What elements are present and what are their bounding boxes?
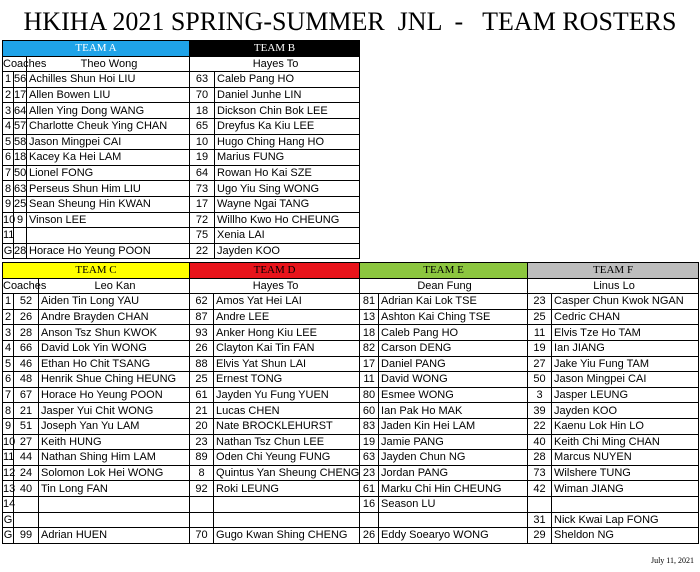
team-c-jersey-number: 99 xyxy=(14,528,39,544)
team-e-player-name: Carson DENG xyxy=(379,340,528,356)
row-index: 4 xyxy=(3,340,14,356)
team-b-player-name: Hugo Ching Hang HO xyxy=(215,134,360,150)
team-c-player-name: Solomon Lok Hei WONG xyxy=(39,465,190,481)
team-d-jersey-number: 20 xyxy=(190,418,214,434)
team-d-player-name: Nathan Tsz Chun LEE xyxy=(214,434,360,450)
team-d-player-name: Quintus Yan Sheung CHENG xyxy=(214,465,360,481)
team-c-jersey-number: 44 xyxy=(14,450,39,466)
team-e-jersey-number: 82 xyxy=(360,340,379,356)
team-f-jersey-number: 28 xyxy=(528,450,552,466)
team-f-jersey-number: 23 xyxy=(528,294,552,310)
team-f-player-name: Cedric CHAN xyxy=(552,309,699,325)
team-c-jersey-number: 40 xyxy=(14,481,39,497)
team-d-jersey-number: 89 xyxy=(190,450,214,466)
team-f-jersey-number: 19 xyxy=(528,340,552,356)
team-d-jersey-number: 25 xyxy=(190,372,214,388)
team-c-jersey-number: 67 xyxy=(14,387,39,403)
team-f-jersey-number: 39 xyxy=(528,403,552,419)
team-b-player-name: Wayne Ngai TANG xyxy=(215,196,360,212)
team-a-jersey-number: 64 xyxy=(14,104,27,117)
team-b-player-name: Willho Kwo Ho CHEUNG xyxy=(215,212,360,228)
table-row xyxy=(3,212,360,228)
row-index: 12 xyxy=(3,467,16,480)
team-d-player-name: Jayden Yu Fung YUEN xyxy=(214,387,360,403)
team-e-player-name: Ian Pak Ho MAK xyxy=(379,403,528,419)
coaches-row xyxy=(3,278,699,294)
team-a-player-name: Horace Ho Yeung POON xyxy=(27,243,190,259)
team-b-jersey-number: 72 xyxy=(190,212,215,228)
row-index: 5 xyxy=(3,356,14,372)
team-c-player-name xyxy=(39,496,190,512)
team-a-player-name: Perseus Shun Him LIU xyxy=(27,181,190,197)
team-f-player-name: Wiman JIANG xyxy=(552,481,699,497)
team-c-player-name: Ethan Ho Chit TSANG xyxy=(39,356,190,372)
team-c-player-name: Adrian HUEN xyxy=(39,528,190,544)
team-c-jersey-number: 26 xyxy=(14,309,39,325)
team-b-jersey-number: 70 xyxy=(190,87,215,103)
top-roster-table xyxy=(2,40,360,259)
team-b-jersey-number: 19 xyxy=(190,150,215,166)
team-b-jersey-number: 75 xyxy=(190,228,215,244)
table-row xyxy=(3,309,699,325)
team-e-jersey-number: 13 xyxy=(360,309,379,325)
team-e-player-name: Daniel PANG xyxy=(379,356,528,372)
team-d-player-name: Lucas CHEN xyxy=(214,403,360,419)
table-row xyxy=(3,228,360,244)
row-index: 8 xyxy=(3,181,14,197)
team-e-jersey-number: 23 xyxy=(360,465,379,481)
team-f-player-name: Sheldon NG xyxy=(552,528,699,544)
team-e-jersey-number xyxy=(360,512,379,528)
team-d-player-name: Amos Yat Hei LAI xyxy=(214,294,360,310)
table-row xyxy=(3,340,699,356)
team-a-header: TEAM A xyxy=(3,41,190,57)
team-c-jersey-number: 51 xyxy=(14,418,39,434)
team-b-header: TEAM B xyxy=(190,41,360,57)
team-e-jersey-number: 18 xyxy=(360,325,379,341)
team-d-jersey-number: 61 xyxy=(190,387,214,403)
team-a-jersey-number xyxy=(14,228,27,244)
team-e-player-name: Esmee WONG xyxy=(379,387,528,403)
team-f-player-name: Nick Kwai Lap FONG xyxy=(552,512,699,528)
row-index: 2 xyxy=(3,87,14,103)
team-b-player-name: Dickson Chin Bok LEE xyxy=(215,103,360,119)
row-index: 11 xyxy=(3,229,15,242)
team-b-jersey-number: 10 xyxy=(190,134,215,150)
team-c-jersey-number: 46 xyxy=(14,356,39,372)
team-c-player-name: Joseph Yan Yu LAM xyxy=(39,418,190,434)
team-header-row xyxy=(3,41,360,57)
team-c-jersey-number: 27 xyxy=(14,434,39,450)
team-c-player-name: David Lok Yin WONG xyxy=(39,340,190,356)
team-c-player-name: Keith HUNG xyxy=(39,434,190,450)
table-row xyxy=(3,134,360,150)
team-a-player-name: Achilles Shun Hoi LIU xyxy=(27,72,190,88)
team-d-jersey-number: 88 xyxy=(190,356,214,372)
team-c-header: TEAM C xyxy=(3,263,190,279)
team-c-player-name: Anson Tsz Shun KWOK xyxy=(39,325,190,341)
team-b-jersey-number: 65 xyxy=(190,118,215,134)
team-e-jersey-number: 19 xyxy=(360,434,379,450)
team-a-coach: Theo Wong xyxy=(27,56,190,72)
team-d-player-name xyxy=(214,512,360,528)
team-f-player-name: Ian JIANG xyxy=(552,340,699,356)
team-d-jersey-number: 62 xyxy=(190,294,214,310)
team-d-jersey-number xyxy=(190,512,214,528)
row-index: 5 xyxy=(3,134,14,150)
team-a-jersey-number: 18 xyxy=(14,151,27,164)
team-c-jersey-number xyxy=(14,512,39,528)
table-row xyxy=(3,118,360,134)
team-c-player-name: Andre Brayden CHAN xyxy=(39,309,190,325)
team-d-player-name: Nate BROCKLEHURST xyxy=(214,418,360,434)
team-e-jersey-number: 26 xyxy=(360,528,379,544)
team-f-player-name: Jake Yiu Fung TAM xyxy=(552,356,699,372)
team-f-jersey-number: 42 xyxy=(528,481,552,497)
team-f-player-name: Jasper LEUNG xyxy=(552,387,699,403)
table-row xyxy=(3,418,699,434)
team-c-jersey-number xyxy=(14,496,39,512)
team-a-jersey-number: 58 xyxy=(14,135,27,148)
team-f-player-name: Keith Chi Ming CHAN xyxy=(552,434,699,450)
team-d-player-name: Roki LEUNG xyxy=(214,481,360,497)
team-e-player-name: Ashton Kai Ching TSE xyxy=(379,309,528,325)
team-e-jersey-number: 17 xyxy=(360,356,379,372)
row-index: 8 xyxy=(3,403,14,419)
row-index: 14 xyxy=(3,498,16,511)
team-f-jersey-number: 25 xyxy=(528,309,552,325)
table-row xyxy=(3,165,360,181)
row-index: 10 xyxy=(3,435,16,448)
team-d-player-name: Oden Chi Yeung FUNG xyxy=(214,450,360,466)
team-a-player-name: Allen Bowen LIU xyxy=(27,87,190,103)
team-c-jersey-number: 48 xyxy=(14,372,39,388)
team-f-jersey-number: 29 xyxy=(528,528,552,544)
team-f-jersey-number: 73 xyxy=(528,465,552,481)
team-d-jersey-number: 87 xyxy=(190,309,214,325)
team-header-row xyxy=(3,263,699,279)
row-index: 10 xyxy=(3,213,16,226)
team-d-player-name: Ernest TONG xyxy=(214,372,360,388)
team-d-jersey-number: 26 xyxy=(190,340,214,356)
team-c-player-name: Tin Long FAN xyxy=(39,481,190,497)
team-b-player-name: Xenia LAI xyxy=(215,228,360,244)
team-f-jersey-number: 27 xyxy=(528,356,552,372)
team-f-header: TEAM F xyxy=(528,263,699,279)
team-b-jersey-number: 22 xyxy=(190,243,215,259)
row-index: 6 xyxy=(3,150,14,166)
team-d-jersey-number: 70 xyxy=(190,528,214,544)
team-e-player-name: Jaden Kin Hei LAM xyxy=(379,418,528,434)
table-row xyxy=(3,87,360,103)
team-a-jersey-number: 17 xyxy=(14,89,27,102)
team-e-jersey-number: 80 xyxy=(360,387,379,403)
table-row xyxy=(3,403,699,419)
team-f-jersey-number: 3 xyxy=(528,387,552,403)
team-a-jersey-number: 50 xyxy=(14,167,27,180)
team-d-player-name xyxy=(214,496,360,512)
table-row xyxy=(3,243,360,259)
row-index: 3 xyxy=(3,103,14,119)
table-row xyxy=(3,481,699,497)
table-row xyxy=(3,512,699,528)
row-index: 1 xyxy=(3,72,14,88)
team-d-jersey-number xyxy=(190,496,214,512)
team-e-player-name: Adrian Kai Lok TSE xyxy=(379,294,528,310)
team-d-coach: Hayes To xyxy=(190,278,360,294)
table-row xyxy=(3,387,699,403)
team-b-player-name: Dreyfus Ka Kiu LEE xyxy=(215,118,360,134)
team-f-jersey-number: 22 xyxy=(528,418,552,434)
team-e-player-name: Jayden Chun NG xyxy=(379,450,528,466)
team-b-player-name: Daniel Junhe LIN xyxy=(215,87,360,103)
row-index: 9 xyxy=(3,196,14,212)
team-a-player-name: Kacey Ka Hei LAM xyxy=(27,150,190,166)
table-row xyxy=(3,372,699,388)
team-b-jersey-number: 17 xyxy=(190,196,215,212)
row-index: G xyxy=(3,513,13,526)
coaches-label: Coaches xyxy=(3,279,47,292)
team-e-player-name xyxy=(379,512,528,528)
team-f-coach: Linus Lo xyxy=(528,278,699,294)
table-row xyxy=(3,72,360,88)
team-f-player-name: Elvis Tze Ho TAM xyxy=(552,325,699,341)
team-e-jersey-number: 83 xyxy=(360,418,379,434)
team-e-player-name: Season LU xyxy=(379,496,528,512)
team-f-player-name xyxy=(552,496,699,512)
team-c-jersey-number: 28 xyxy=(14,325,39,341)
team-c-player-name: Nathan Shing Him LAM xyxy=(39,450,190,466)
team-a-player-name: Sean Sheung Hin KWAN xyxy=(27,196,190,212)
table-row xyxy=(3,103,360,119)
team-d-player-name: Clayton Kai Tin FAN xyxy=(214,340,360,356)
team-c-player-name: Jasper Yui Chit WONG xyxy=(39,403,190,419)
row-index: G xyxy=(3,529,13,542)
table-row xyxy=(3,528,699,544)
team-b-jersey-number: 63 xyxy=(190,72,215,88)
table-row xyxy=(3,325,699,341)
team-f-jersey-number: 40 xyxy=(528,434,552,450)
team-b-jersey-number: 64 xyxy=(190,165,215,181)
team-d-player-name: Gugo Kwan Shing CHENG xyxy=(214,528,360,544)
team-b-jersey-number: 73 xyxy=(190,181,215,197)
table-row xyxy=(3,356,699,372)
team-e-header: TEAM E xyxy=(360,263,528,279)
coaches-row xyxy=(3,56,360,72)
team-d-jersey-number: 92 xyxy=(190,481,214,497)
table-row xyxy=(3,465,699,481)
team-d-player-name: Elvis Yat Shun LAI xyxy=(214,356,360,372)
team-c-coach: Leo Kan xyxy=(39,278,190,294)
row-index: 9 xyxy=(3,418,14,434)
team-f-jersey-number: 50 xyxy=(528,372,552,388)
team-f-jersey-number xyxy=(528,496,552,512)
row-index: 11 xyxy=(3,451,15,464)
team-a-player-name: Vinson LEE xyxy=(27,212,190,228)
team-e-jersey-number: 63 xyxy=(360,450,379,466)
team-a-player-name: Jason Mingpei CAI xyxy=(27,134,190,150)
team-f-jersey-number: 11 xyxy=(528,325,552,341)
team-a-player-name: Charlotte Cheuk Ying CHAN xyxy=(27,118,190,134)
team-b-player-name: Rowan Ho Kai SZE xyxy=(215,165,360,181)
team-c-jersey-number: 66 xyxy=(14,340,39,356)
page-title: HKIHA 2021 SPRING-SUMMER JNL - TEAM ROSTERS xyxy=(23,7,677,36)
team-e-player-name: Jamie PANG xyxy=(379,434,528,450)
team-e-jersey-number: 60 xyxy=(360,403,379,419)
team-d-jersey-number: 21 xyxy=(190,403,214,419)
team-b-coach: Hayes To xyxy=(190,56,360,72)
team-e-player-name: Caleb Pang HO xyxy=(379,325,528,341)
row-index: 6 xyxy=(3,372,14,388)
row-index: G xyxy=(3,245,13,258)
team-a-jersey-number: 9 xyxy=(14,212,27,228)
coaches-label: Coaches xyxy=(3,57,47,70)
team-e-jersey-number: 16 xyxy=(360,496,379,512)
row-index: 7 xyxy=(3,165,14,181)
row-index: 3 xyxy=(3,325,14,341)
team-b-player-name: Caleb Pang HO xyxy=(215,72,360,88)
team-f-player-name: Marcus NUYEN xyxy=(552,450,699,466)
table-row xyxy=(3,450,699,466)
team-f-player-name: Jason Mingpei CAI xyxy=(552,372,699,388)
team-c-jersey-number: 24 xyxy=(14,465,39,481)
team-a-jersey-number: 57 xyxy=(14,120,27,133)
table-row xyxy=(3,150,360,166)
team-c-player-name: Aiden Tin Long YAU xyxy=(39,294,190,310)
team-a-player-name xyxy=(27,228,190,244)
team-c-player-name xyxy=(39,512,190,528)
team-e-player-name: Marku Chi Hin CHEUNG xyxy=(379,481,528,497)
team-e-jersey-number: 61 xyxy=(360,481,379,497)
team-d-jersey-number: 8 xyxy=(190,465,214,481)
team-c-jersey-number: 52 xyxy=(14,294,39,310)
team-d-player-name: Anker Hong Kiu LEE xyxy=(214,325,360,341)
table-row xyxy=(3,181,360,197)
team-a-jersey-number: 25 xyxy=(14,198,27,211)
team-a-jersey-number: 28 xyxy=(14,245,27,258)
row-index: 13 xyxy=(3,482,16,495)
team-d-header: TEAM D xyxy=(190,263,360,279)
team-d-jersey-number: 93 xyxy=(190,325,214,341)
table-row xyxy=(3,434,699,450)
row-index: 7 xyxy=(3,387,14,403)
team-c-jersey-number: 21 xyxy=(14,403,39,419)
team-b-player-name: Ugo Yiu Sing WONG xyxy=(215,181,360,197)
team-e-coach: Dean Fung xyxy=(360,278,528,294)
table-row xyxy=(3,496,699,512)
team-c-player-name: Henrik Shue Ching HEUNG xyxy=(39,372,190,388)
team-a-jersey-number: 56 xyxy=(14,73,27,86)
team-a-jersey-number: 63 xyxy=(14,182,27,195)
table-row xyxy=(3,196,360,212)
team-c-player-name: Horace Ho Yeung POON xyxy=(39,387,190,403)
team-d-jersey-number: 23 xyxy=(190,434,214,450)
bottom-roster-table xyxy=(2,262,699,544)
team-f-player-name: Kaenu Lok Hin LO xyxy=(552,418,699,434)
team-b-player-name: Marius FUNG xyxy=(215,150,360,166)
team-a-player-name: Lionel FONG xyxy=(27,165,190,181)
team-f-player-name: Wilshere TUNG xyxy=(552,465,699,481)
team-e-player-name: Eddy Soearyo WONG xyxy=(379,528,528,544)
team-e-player-name: David WONG xyxy=(379,372,528,388)
team-f-jersey-number: 31 xyxy=(528,512,552,528)
team-a-player-name: Allen Ying Dong WANG xyxy=(27,103,190,119)
team-e-player-name: Jordan PANG xyxy=(379,465,528,481)
roster-date: July 11, 2021 xyxy=(650,556,694,565)
row-index: 1 xyxy=(3,294,14,310)
team-e-jersey-number: 81 xyxy=(360,294,379,310)
row-index: 4 xyxy=(3,118,14,134)
team-f-player-name: Jayden KOO xyxy=(552,403,699,419)
table-row xyxy=(3,294,699,310)
team-e-jersey-number: 11 xyxy=(360,372,379,388)
team-b-jersey-number: 18 xyxy=(190,103,215,119)
team-b-player-name: Jayden KOO xyxy=(215,243,360,259)
row-index: 2 xyxy=(3,309,14,325)
team-f-player-name: Casper Chun Kwok NGAN xyxy=(552,294,699,310)
team-d-player-name: Andre LEE xyxy=(214,309,360,325)
